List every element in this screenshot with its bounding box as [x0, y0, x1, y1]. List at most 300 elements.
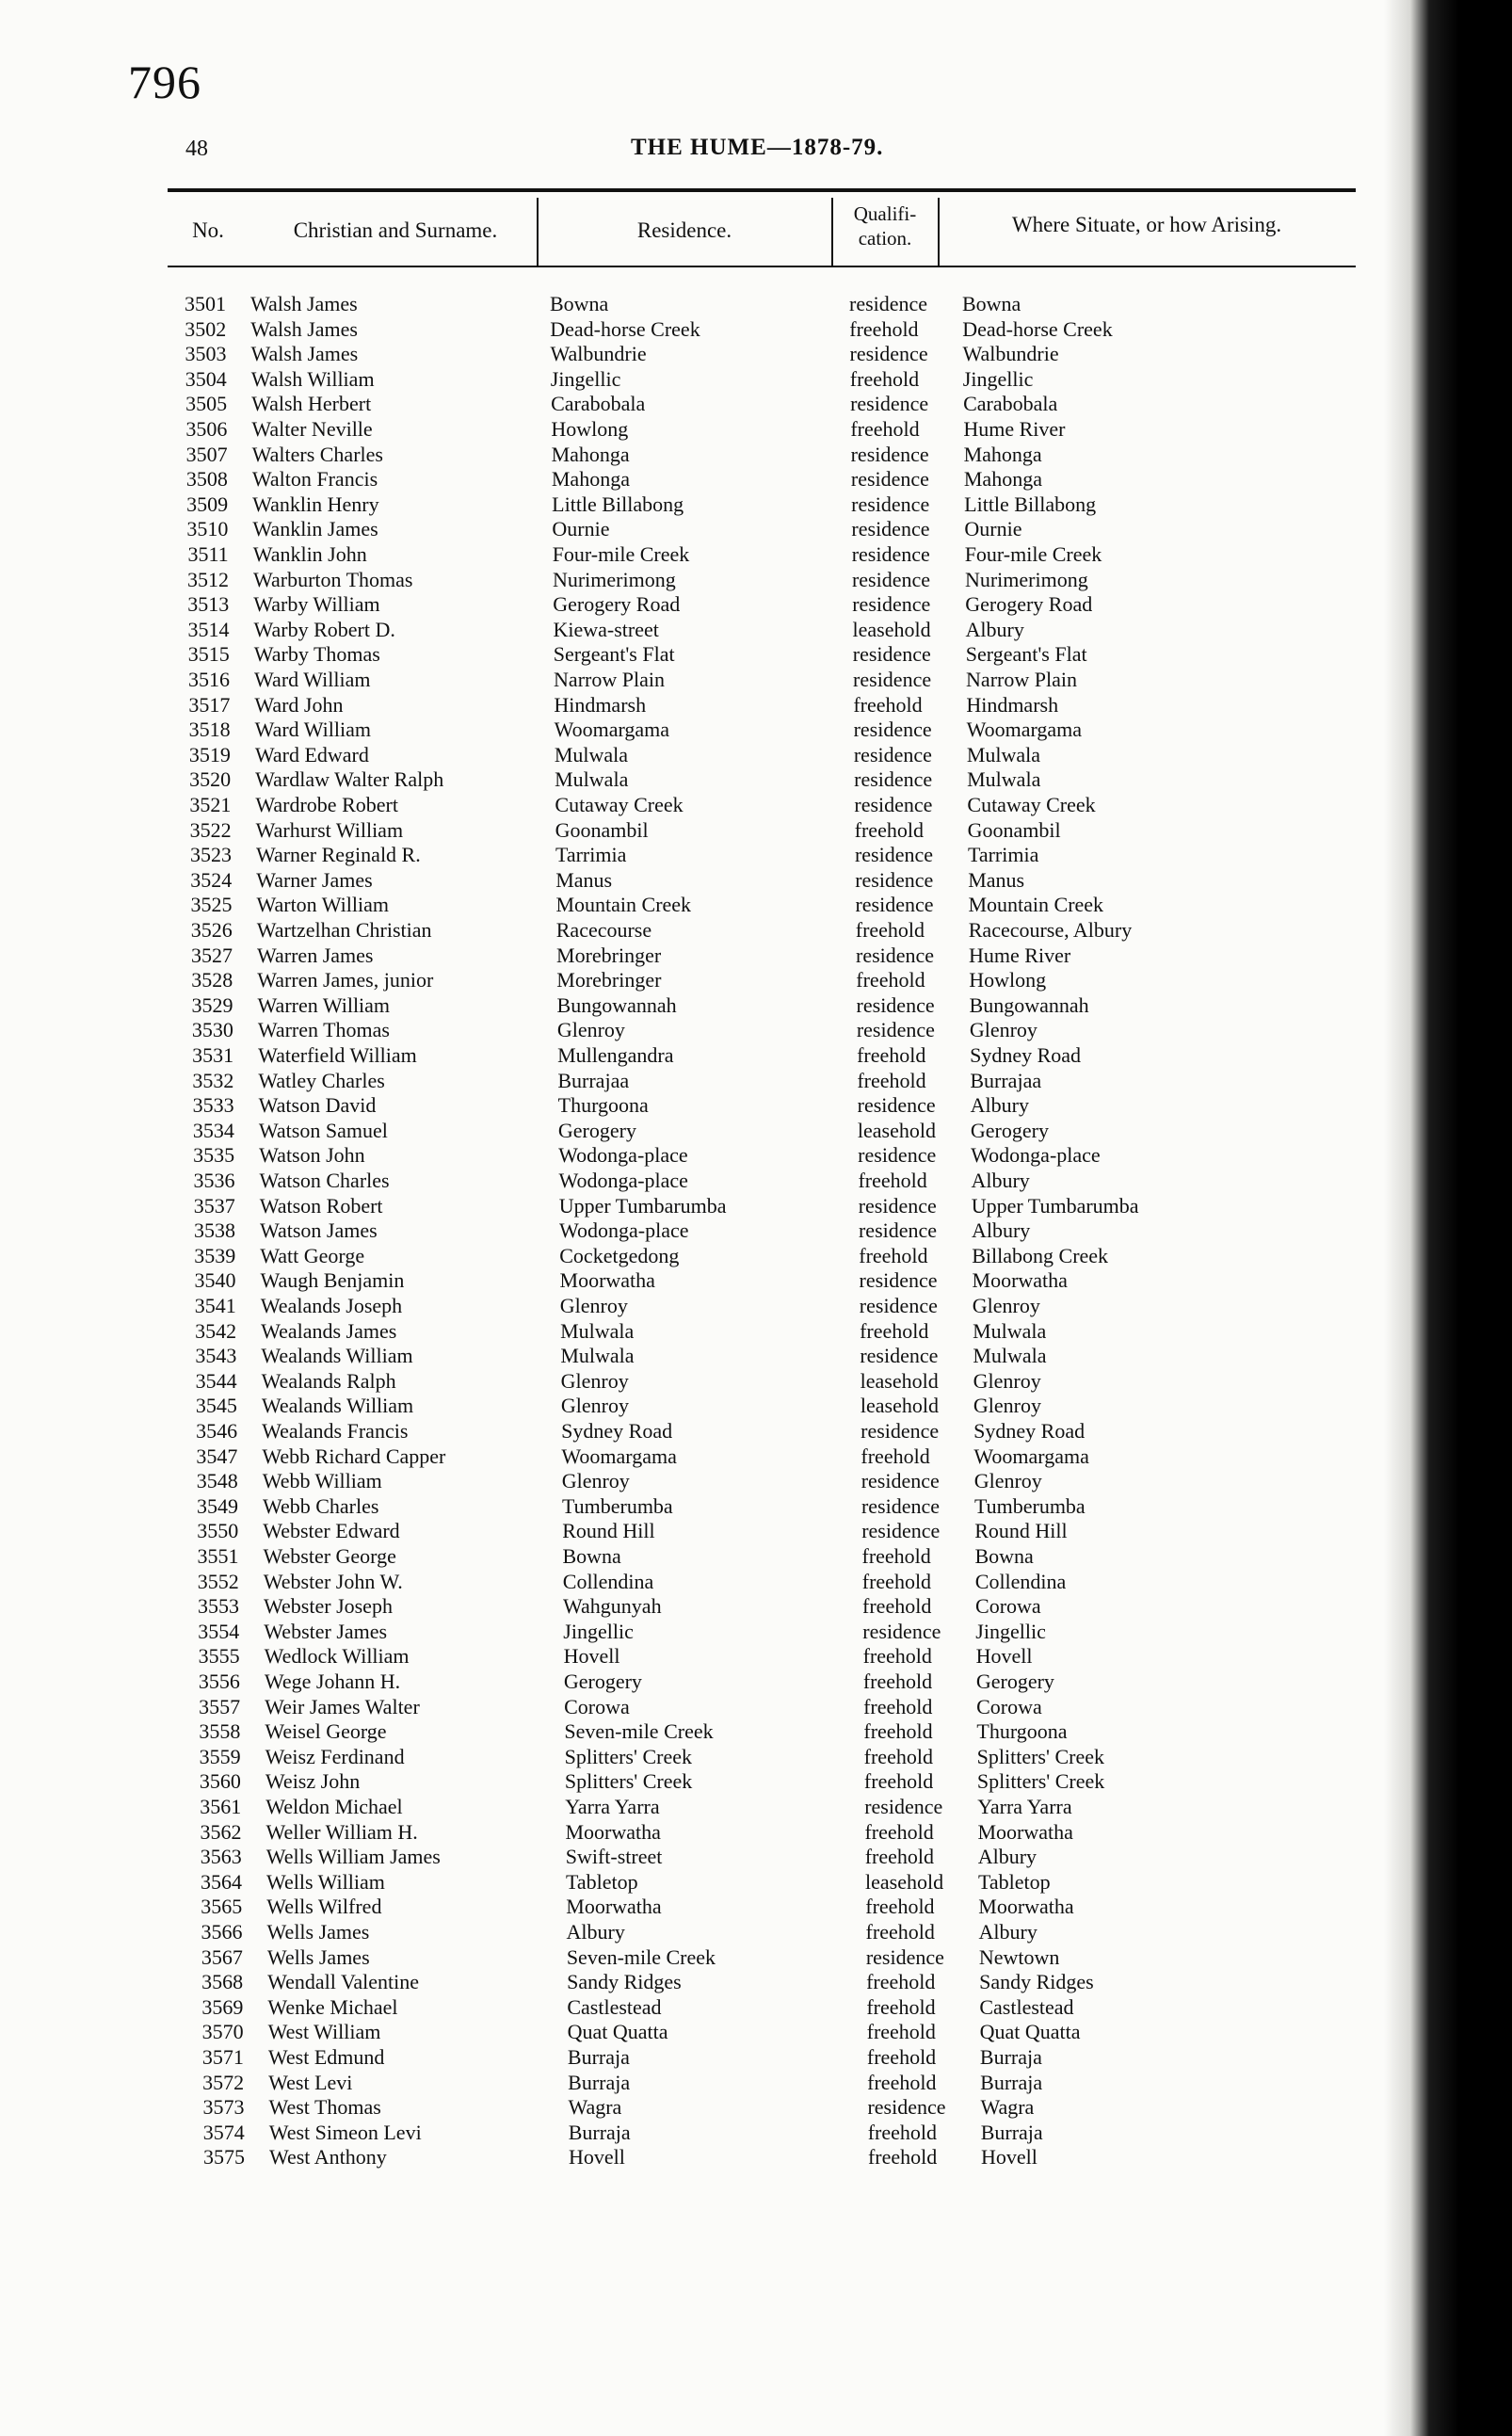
where-situate: Hindmarsh — [966, 692, 1059, 717]
elector-name: Weisz John — [265, 1769, 361, 1794]
where-situate: Jingellic — [962, 366, 1034, 391]
residence: Thurgoona — [557, 1093, 649, 1118]
residence: Walbundrie — [550, 342, 647, 366]
elector-name: Watson James — [259, 1218, 378, 1243]
table-row — [0, 1745, 1375, 1769]
qualification: residence — [858, 1143, 937, 1168]
residence: Mulwala — [554, 742, 629, 766]
elector-name: Webb Charles — [262, 1493, 379, 1518]
residence: Wagra — [568, 2095, 622, 2120]
where-situate: Upper Tumbarumba — [971, 1193, 1139, 1218]
qualification: freehold — [863, 1719, 933, 1744]
where-situate: Thurgoona — [976, 1719, 1068, 1744]
elector-name: Wells James — [266, 1920, 370, 1944]
elector-name: Walsh James — [250, 316, 358, 341]
residence: Mahonga — [551, 467, 630, 492]
qualification: freehold — [861, 1569, 932, 1593]
residence: Hindmarsh — [554, 692, 647, 717]
qualification: freehold — [867, 2120, 937, 2144]
where-situate: Yarra Yarra — [977, 1795, 1072, 1818]
table-row — [0, 1043, 1375, 1068]
elector-name: Walsh William — [250, 366, 375, 391]
table-row — [0, 1143, 1375, 1168]
table-row — [0, 1594, 1375, 1619]
elector-name: Wardrobe Robert — [255, 793, 398, 816]
elector-name: Watt George — [260, 1243, 365, 1267]
qualification: freehold — [854, 817, 924, 842]
elector-name: Webster John W. — [263, 1569, 403, 1593]
residence: Cutaway Creek — [555, 793, 684, 816]
entry-number: 3520 — [189, 767, 232, 792]
where-situate: Glenroy — [973, 1394, 1041, 1418]
residence: Jingellic — [550, 366, 621, 391]
entry-number: 3513 — [187, 592, 230, 617]
table-row — [0, 818, 1375, 843]
residence: Mulwala — [560, 1318, 635, 1343]
entry-number: 3516 — [188, 668, 231, 691]
where-situate: Wagra — [980, 2095, 1035, 2120]
where-situate: Burraja — [980, 2070, 1043, 2094]
where-situate: Howlong — [969, 968, 1047, 992]
qualification: freehold — [862, 1594, 932, 1619]
elector-name: Watson John — [259, 1143, 365, 1168]
elector-name: Watson Samuel — [258, 1118, 388, 1142]
residence: Manus — [555, 867, 613, 892]
table-row — [0, 467, 1375, 492]
where-situate: Hovell — [975, 1644, 1033, 1669]
entry-number: 3517 — [188, 692, 231, 717]
qualification: freehold — [853, 692, 923, 717]
residence: Glenroy — [561, 1469, 630, 1493]
qualification: residence — [850, 467, 929, 492]
entry-number: 3547 — [196, 1444, 238, 1468]
where-situate: Sydney Road — [973, 1419, 1086, 1443]
where-situate: Mountain Creek — [968, 893, 1104, 917]
qualification: freehold — [849, 316, 919, 341]
residence: Glenroy — [556, 1018, 625, 1042]
where-situate: Glenroy — [972, 1294, 1040, 1317]
residence: Bowna — [550, 292, 609, 315]
elector-name: Wenke Michael — [267, 1994, 398, 2019]
entry-number: 3504 — [185, 366, 227, 391]
qualification: residence — [864, 1795, 943, 1818]
qualification: residence — [857, 1093, 936, 1118]
table-row — [0, 767, 1375, 792]
elector-name: Webster Joseph — [264, 1594, 393, 1619]
entry-number: 3539 — [194, 1243, 236, 1267]
residence: Tumberumba — [561, 1493, 673, 1518]
entry-number: 3574 — [202, 2120, 245, 2144]
elector-name: Warren Thomas — [257, 1018, 390, 1042]
entry-number: 3562 — [200, 1819, 242, 1844]
table-row — [0, 1995, 1375, 2020]
elector-name: West Simeon Levi — [268, 2120, 422, 2144]
residence: Burraja — [567, 2045, 630, 2069]
table-row — [0, 1620, 1375, 1644]
residence: Hovell — [568, 2145, 625, 2170]
elector-name: Warhurst William — [255, 817, 404, 842]
where-situate: Dead-horse Creek — [962, 316, 1113, 341]
entry-number: 3531 — [192, 1043, 234, 1067]
residence: Seven-mile Creek — [566, 1944, 716, 1969]
residence: Splitters' Creek — [564, 1744, 692, 1768]
residence: Nurimerimong — [552, 567, 676, 591]
qualification: residence — [860, 1344, 939, 1368]
qualification: freehold — [866, 1970, 936, 1994]
table-row — [0, 2145, 1375, 2170]
running-title: THE HUME—1878-79. — [631, 135, 884, 160]
where-situate: Glenroy — [973, 1368, 1041, 1393]
table-row — [0, 1970, 1375, 1994]
table-row — [0, 1845, 1375, 1869]
residence: Collendina — [562, 1569, 654, 1593]
entry-number: 3563 — [200, 1845, 242, 1869]
elector-name: Weller William H. — [265, 1819, 418, 1844]
qualification: freehold — [864, 1845, 935, 1869]
qualification: residence — [858, 1218, 938, 1243]
entry-number: 3575 — [202, 2145, 245, 2170]
entry-number: 3559 — [199, 1744, 241, 1768]
entry-number: 3530 — [191, 1018, 233, 1042]
where-situate: Mulwala — [973, 1344, 1047, 1368]
table-row — [0, 1519, 1375, 1543]
entry-number: 3538 — [193, 1218, 235, 1243]
page-gutter — [1384, 0, 1459, 2436]
where-situate: Albury — [971, 1218, 1031, 1243]
entry-number: 3524 — [190, 867, 233, 892]
table-row — [0, 1570, 1375, 1594]
entry-number: 3569 — [201, 1994, 244, 2019]
table-row — [0, 1494, 1375, 1519]
entry-number: 3526 — [190, 918, 233, 942]
residence: Cocketgedong — [559, 1243, 680, 1267]
elector-name: Wealands James — [261, 1318, 397, 1343]
qualification: residence — [853, 742, 932, 766]
where-situate: Walbundrie — [962, 342, 1059, 366]
entry-number: 3572 — [202, 2070, 245, 2094]
residence: Sergeant's Flat — [553, 642, 675, 667]
entry-number: 3557 — [199, 1694, 241, 1718]
elector-name: Waterfield William — [258, 1043, 417, 1067]
elector-name: Weir James Walter — [265, 1694, 420, 1718]
elector-name: Wealands William — [261, 1344, 413, 1368]
residence: Jingellic — [563, 1619, 634, 1643]
elector-name: Ward Edward — [254, 742, 369, 766]
table-row — [0, 1069, 1375, 1093]
elector-name: West William — [267, 2020, 381, 2044]
table-top-rule — [168, 188, 1356, 192]
entry-number: 3555 — [198, 1644, 240, 1669]
residence: Wodonga-place — [558, 1169, 688, 1192]
qualification: leasehold — [860, 1368, 939, 1393]
qualification: freehold — [857, 1043, 926, 1067]
where-situate: Collendina — [974, 1569, 1067, 1593]
elector-name: Wealands Joseph — [260, 1294, 403, 1317]
table-row — [0, 367, 1375, 392]
residence: Sandy Ridges — [567, 1970, 682, 1994]
entry-number: 3505 — [185, 392, 228, 416]
elector-name: Ward John — [254, 692, 344, 717]
qualification: leasehold — [860, 1394, 939, 1418]
entry-number: 3508 — [185, 467, 228, 492]
table-row — [0, 517, 1375, 541]
table-row — [0, 1344, 1375, 1368]
elector-name: Wealands William — [261, 1394, 414, 1418]
qualification: freehold — [863, 1769, 934, 1794]
residence: Seven-mile Creek — [564, 1719, 714, 1744]
qualification: freehold — [861, 1544, 931, 1568]
entry-number: 3528 — [191, 968, 233, 992]
where-situate: Hume River — [963, 417, 1066, 441]
qualification: freehold — [860, 1318, 929, 1343]
elector-name: Warren William — [257, 992, 391, 1017]
table-row — [0, 1119, 1375, 1143]
where-situate: Albury — [978, 1920, 1037, 1944]
where-situate: Glenroy — [969, 1018, 1037, 1042]
scan-edge — [1459, 0, 1512, 2436]
where-situate: Bowna — [974, 1544, 1034, 1568]
qualification: residence — [852, 592, 931, 617]
entry-number: 3518 — [188, 718, 231, 742]
residence: Upper Tumbarumba — [558, 1193, 727, 1218]
entry-number: 3511 — [187, 542, 229, 566]
table-row — [0, 443, 1375, 467]
qualification: residence — [855, 893, 934, 917]
elector-name: Webster Edward — [263, 1519, 400, 1543]
residence: Sydney Road — [561, 1419, 673, 1443]
residence: Hovell — [563, 1644, 620, 1669]
table-row — [0, 642, 1375, 667]
where-situate: Mulwala — [973, 1318, 1047, 1343]
elector-name: Wanklin James — [252, 517, 378, 541]
elector-name: Wege Johann H. — [264, 1670, 401, 1693]
qualification: residence — [861, 1419, 940, 1443]
residence: Yarra Yarra — [565, 1795, 660, 1818]
qualification: residence — [849, 342, 928, 366]
qualification: residence — [862, 1619, 941, 1643]
entry-number: 3506 — [185, 417, 228, 441]
elector-name: Warby William — [253, 592, 380, 617]
qualification: residence — [867, 2095, 946, 2120]
table-row — [0, 1469, 1375, 1493]
qualification: residence — [852, 642, 931, 667]
column-header-where: Where Situate, or how Arising. — [1011, 213, 1282, 236]
elector-name: Wartzelhan Christian — [256, 918, 432, 942]
entry-number: 3573 — [202, 2095, 245, 2120]
qualification: freehold — [865, 1920, 935, 1944]
qualification: residence — [854, 793, 933, 816]
qualification: leasehold — [865, 1869, 944, 1894]
elector-name: Watley Charles — [258, 1068, 385, 1092]
page-number: 48 — [185, 137, 208, 161]
where-situate: Splitters' Creek — [976, 1744, 1104, 1768]
elector-name: Watson David — [258, 1093, 377, 1118]
qualification: leasehold — [857, 1118, 936, 1142]
elector-name: West Edmund — [267, 2045, 385, 2069]
entry-number: 3542 — [195, 1318, 237, 1343]
table-row — [0, 1018, 1375, 1042]
where-situate: Carabobala — [963, 392, 1058, 416]
qualification: residence — [859, 1294, 938, 1317]
qualification: residence — [851, 492, 930, 516]
table-row — [0, 2020, 1375, 2044]
entry-number: 3507 — [185, 442, 228, 466]
table-row — [0, 1093, 1375, 1118]
elector-name: Weisel George — [265, 1719, 387, 1744]
qualification: residence — [861, 1469, 940, 1493]
qualification: freehold — [856, 968, 925, 992]
residence: Woomargama — [561, 1444, 677, 1468]
table-row — [0, 492, 1375, 517]
qualification: residence — [854, 843, 933, 867]
qualification: residence — [865, 1944, 944, 1969]
where-situate: Manus — [968, 867, 1025, 892]
where-situate: Gerogery Road — [965, 592, 1093, 617]
entry-number: 3523 — [189, 843, 232, 867]
table-row — [0, 718, 1375, 742]
elector-name: Wanklin Henry — [252, 492, 379, 516]
entry-number: 3549 — [196, 1493, 238, 1518]
qualification: residence — [853, 718, 932, 742]
residence: Howlong — [551, 417, 629, 441]
residence: Round Hill — [562, 1519, 655, 1543]
table-row — [0, 342, 1375, 366]
qualification: residence — [856, 1018, 935, 1042]
table-row — [0, 968, 1375, 992]
residence: Wahgunyah — [563, 1594, 662, 1619]
table-row — [0, 1695, 1375, 1719]
table-row — [0, 668, 1375, 692]
residence: Bungowannah — [556, 992, 677, 1017]
elector-name: Warren James — [257, 943, 374, 967]
elector-name: Wells Wilfred — [266, 1895, 382, 1919]
table-row — [0, 1268, 1375, 1293]
entry-number: 3552 — [197, 1569, 239, 1593]
entry-number: 3534 — [192, 1118, 234, 1142]
table-row — [0, 317, 1375, 342]
column-header-qualification: Qualifi- cation. — [853, 202, 917, 250]
entry-number: 3564 — [201, 1869, 242, 1894]
where-situate: Round Hill — [974, 1519, 1068, 1543]
where-situate: Jingellic — [975, 1619, 1046, 1643]
where-situate: Billabong Creek — [972, 1243, 1109, 1267]
where-situate: Tarrimia — [967, 843, 1039, 867]
where-situate: Goonambil — [967, 817, 1061, 842]
elector-name: Wells William James — [265, 1845, 441, 1869]
residence: Wodonga-place — [558, 1143, 688, 1168]
residence: Dead-horse Creek — [550, 316, 700, 341]
entry-number: 3551 — [197, 1544, 239, 1568]
where-situate: Albury — [970, 1093, 1029, 1118]
elector-name: Warby Robert D. — [253, 617, 395, 641]
entry-number: 3540 — [194, 1268, 236, 1293]
residence: Mullengandra — [557, 1043, 674, 1067]
elector-name: Webb Richard Capper — [262, 1444, 446, 1468]
residence: Kiewa-street — [553, 617, 659, 641]
entry-number: 3522 — [189, 817, 232, 842]
where-situate: Gerogery — [970, 1118, 1049, 1142]
table-row — [0, 793, 1375, 817]
table-row — [0, 743, 1375, 767]
entry-number: 3545 — [195, 1394, 237, 1418]
entry-number: 3560 — [199, 1769, 241, 1794]
qualification: freehold — [866, 2020, 936, 2044]
table-row — [0, 1444, 1375, 1469]
qualification: residence — [858, 1193, 937, 1218]
entry-number: 3570 — [201, 2020, 244, 2044]
qualification: residence — [859, 1268, 938, 1293]
where-situate: Moorwatha — [977, 1819, 1073, 1844]
entry-number: 3510 — [186, 517, 229, 541]
entry-number: 3535 — [193, 1143, 235, 1168]
residence: Moorwatha — [559, 1268, 655, 1293]
entry-number: 3571 — [201, 2045, 244, 2069]
table-row — [0, 1870, 1375, 1895]
elector-name: Watson Robert — [259, 1193, 383, 1218]
elector-name: Warren James, junior — [257, 968, 434, 992]
table-row — [0, 918, 1375, 943]
qualification: freehold — [862, 1670, 933, 1693]
table-row — [0, 292, 1375, 316]
entry-number: 3548 — [196, 1469, 238, 1493]
residence: Moorwatha — [565, 1819, 661, 1844]
table-row — [0, 542, 1375, 567]
elector-name: Wedlock William — [264, 1644, 410, 1669]
column-header-name: Christian and Surname. — [293, 218, 498, 242]
entry-number: 3512 — [186, 567, 229, 591]
entry-number: 3550 — [197, 1519, 239, 1543]
residence: Glenroy — [560, 1394, 629, 1418]
entry-number: 3537 — [193, 1193, 235, 1218]
qualification: residence — [861, 1493, 941, 1518]
qualification: residence — [850, 392, 929, 416]
where-situate: Cutaway Creek — [967, 793, 1096, 816]
table-row — [0, 693, 1375, 718]
elector-name: Ward William — [254, 668, 371, 691]
elector-name: Wells William — [266, 1869, 385, 1894]
where-situate: Woomargama — [973, 1444, 1089, 1468]
qualification: freehold — [849, 366, 920, 391]
residence: Tarrimia — [555, 843, 627, 867]
where-situate: Racecourse, Albury — [968, 918, 1133, 942]
where-situate: Corowa — [975, 1594, 1041, 1619]
entry-number: 3554 — [198, 1619, 240, 1643]
qualification: freehold — [858, 1169, 927, 1192]
table-row — [0, 2071, 1375, 2095]
entry-number: 3553 — [198, 1594, 240, 1619]
entry-number: 3514 — [187, 617, 230, 641]
entry-number: 3546 — [196, 1419, 238, 1443]
where-situate: Gerogery — [975, 1670, 1054, 1693]
where-situate: Woomargama — [966, 718, 1083, 742]
table-row — [0, 1670, 1375, 1694]
residence: Quat Quatta — [567, 2020, 668, 2044]
where-situate: Moorwatha — [972, 1268, 1068, 1293]
table-row — [0, 1895, 1375, 1919]
where-situate: Albury — [977, 1845, 1037, 1869]
elector-name: Walter Neville — [251, 417, 373, 441]
where-situate: Mahonga — [963, 442, 1042, 466]
residence: Mountain Creek — [555, 893, 692, 917]
residence: Goonambil — [555, 817, 649, 842]
where-situate: Sydney Road — [970, 1043, 1082, 1067]
qualification: freehold — [864, 1819, 934, 1844]
entry-number: 3566 — [201, 1920, 243, 1944]
where-situate: Splitters' Creek — [976, 1769, 1105, 1794]
where-situate: Moorwatha — [978, 1895, 1074, 1919]
where-situate: Quat Quatta — [979, 2020, 1081, 2044]
residence: Mulwala — [555, 767, 629, 792]
